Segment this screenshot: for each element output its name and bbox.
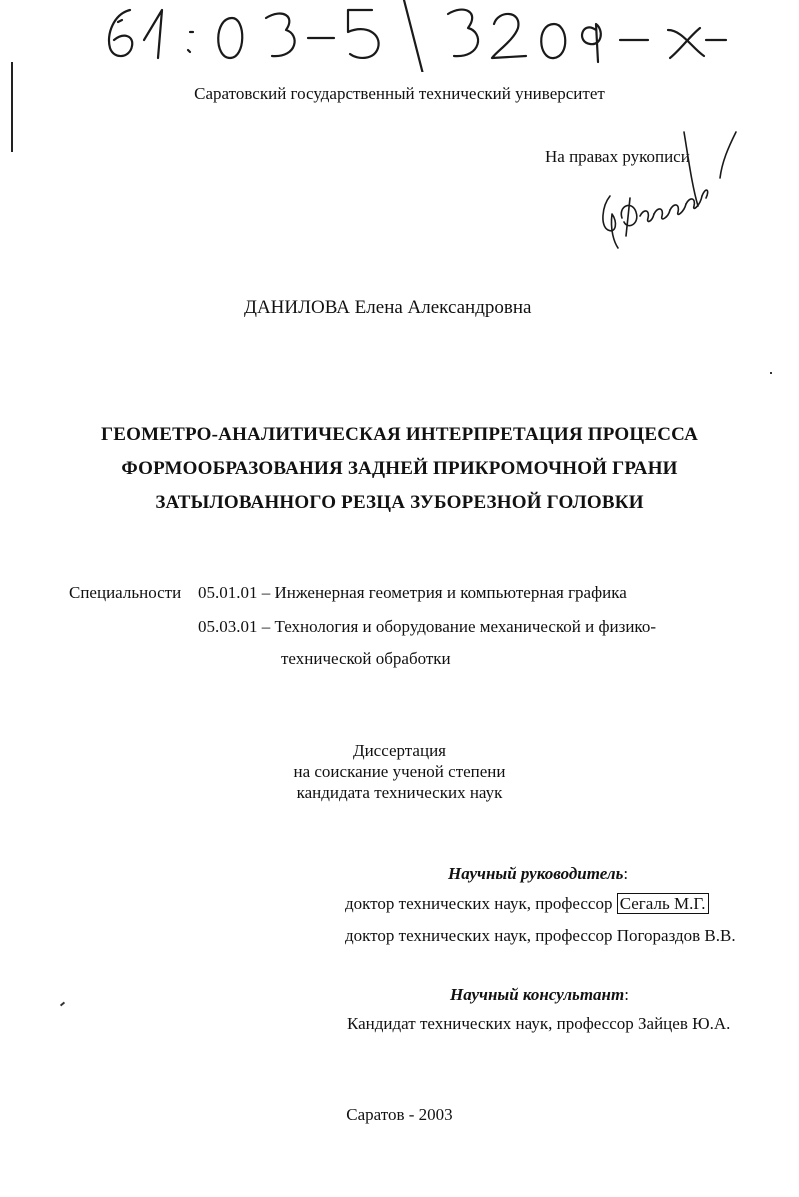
city-and-year: Саратов - 2003: [346, 1105, 453, 1124]
consultant-person: Кандидат технических наук, профессор Зайцев Ю.А.: [347, 1014, 731, 1033]
consultant-label: Научный консультант: [450, 985, 625, 1004]
supervisor-colon: :: [623, 864, 629, 883]
supervisor-second: доктор технических наук, профессор Погораздов В.В.: [345, 926, 736, 945]
scan-speck: [770, 372, 772, 374]
scan-margin-line: [11, 62, 13, 152]
title-line: ГЕОМЕТРО-АНАЛИТИЧЕСКАЯ ИНТЕРПРЕТАЦИЯ ПРОЦЕССА: [100, 424, 699, 445]
degree-line: на соискание ученой степени: [293, 762, 506, 781]
university-name: Саратовский государственный технический университет: [194, 84, 605, 103]
scan-speck: [60, 1002, 65, 1007]
supervisor-heading: [448, 864, 628, 884]
degree-line: кандидата технических наук: [296, 783, 503, 802]
consultant-heading: [450, 985, 629, 1005]
author-signature: [588, 126, 738, 256]
specialty-second: 05.03.01 – Технология и оборудование механической и физико-: [198, 617, 656, 636]
handwritten-registration-number: [96, 0, 736, 72]
author-name: ДАНИЛОВА Елена Александровна: [244, 297, 532, 318]
specialty-second-continuation: технической обработки: [281, 649, 451, 668]
title-line: ЗАТЫЛОВАННОГО РЕЗЦА ЗУБОРЕЗНОЙ ГОЛОВКИ: [155, 492, 644, 513]
title-line: ФОРМООБРАЗОВАНИЯ ЗАДНЕЙ ПРИКРОМОЧНОЙ ГРАНИ: [121, 458, 678, 479]
specialties-label: Специальности: [69, 583, 182, 602]
consultant-colon: :: [624, 985, 629, 1004]
supervisor-label: Научный руководитель: [448, 864, 624, 883]
supervisor-first-name: Сегаль М.Г.: [617, 893, 709, 914]
specialty-first: 05.01.01 – Инженерная геометрия и компьютерная графика: [198, 583, 627, 602]
dissertation-title: [0, 418, 799, 520]
supervisor-first: [345, 894, 709, 914]
degree-line: Диссертация: [352, 741, 446, 760]
manuscript-rights-note: На правах рукописи: [545, 147, 690, 166]
degree-statement: [0, 740, 799, 803]
supervisor-first-title: доктор технических наук, профессор: [345, 894, 613, 913]
